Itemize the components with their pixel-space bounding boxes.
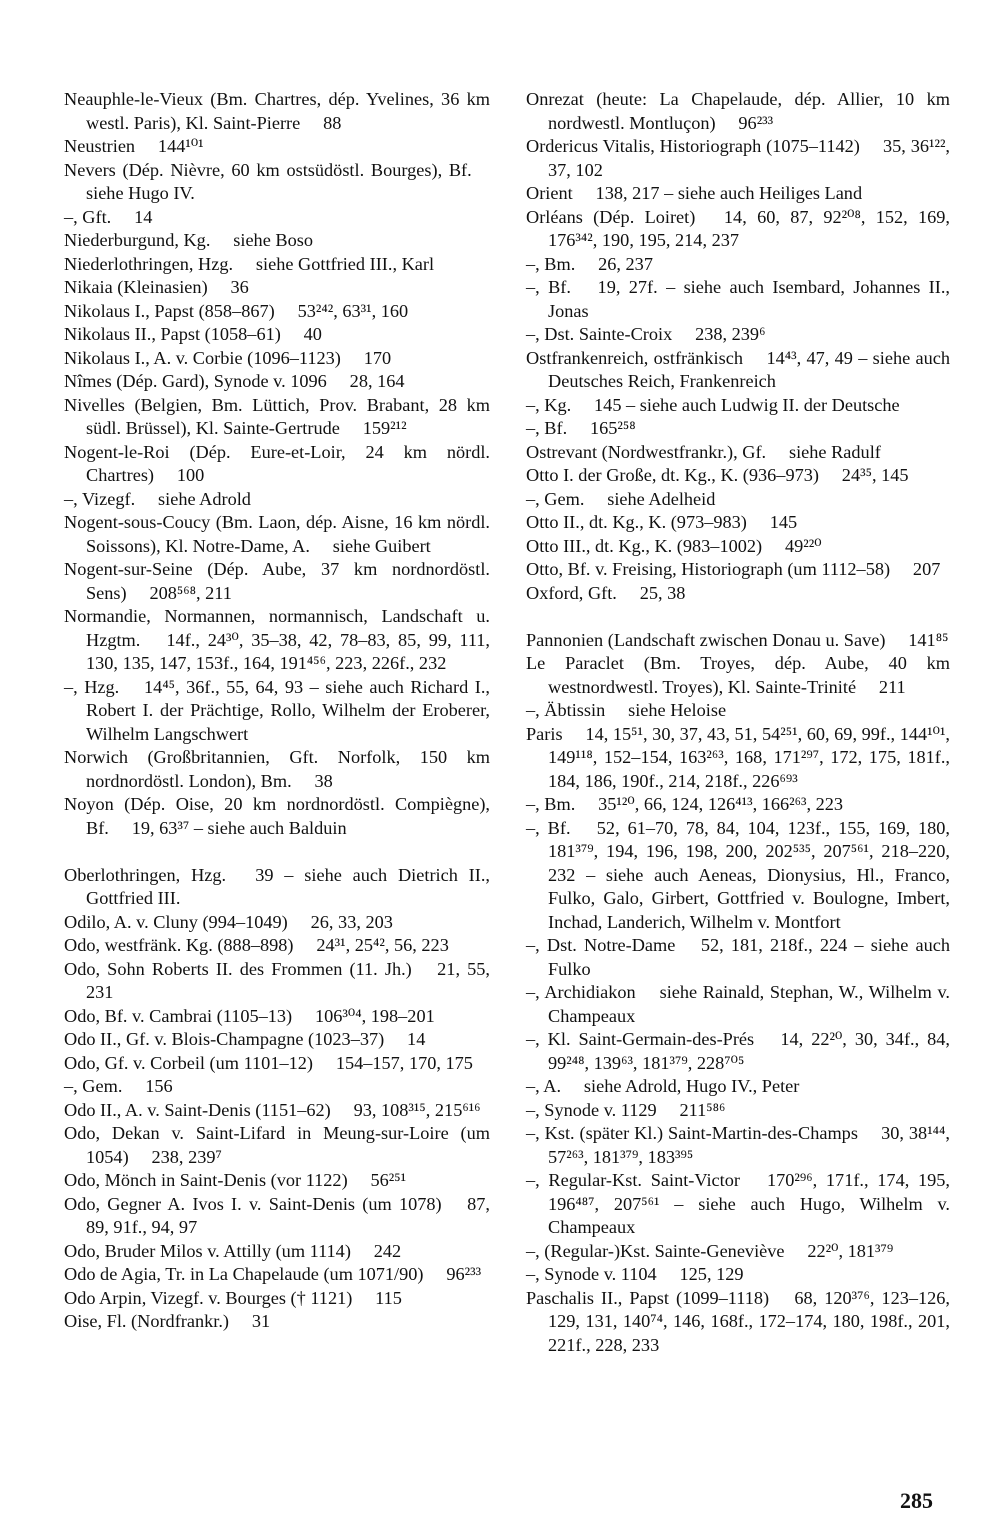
index-entry: –, Gem. 156 xyxy=(64,1076,173,1096)
index-entry: –, Dst. Notre-Dame 52, 181, 218f., 224 – siehe auch Fulko xyxy=(526,935,950,979)
index-entry: Pannonien (Landschaft zwischen Donau u. Save) 141⁸⁵ xyxy=(526,629,949,650)
index-entry: Nikolaus II., Papst (1058–61) 40 xyxy=(64,324,322,344)
index-entry: –, Bf. 52, 61–70, 78, 84, 104, 123f., 155, 169, 180, 181³⁷⁹, 194, 196, 198, 200, 202⁵³⁵, 207⁵⁶¹, 218–220, 232 – siehe auch Aeneas, Dionysius, Hl., Franco, Fulko, Galo, Girbert, Gottfried v. Boulogne, Imbert, Inchad, Landerich, Wilhelm v. Montfort xyxy=(526,817,950,932)
index-entry: –, Regular-Kst. Saint-Victor 170²⁹⁶, 171f., 174, 195, 196⁴⁸⁷, 207⁵⁶¹ – siehe auch Hugo, Wilhelm v. Champeaux xyxy=(526,1170,950,1237)
index-entry: Orléans (Dép. Loiret) 14, 60, 87, 92²⁰⁸, 152, 169, 176³⁴², 190, 195, 214, 237 xyxy=(526,206,950,250)
index-entry: Oxford, Gft. 25, 38 xyxy=(526,582,686,603)
index-entry: Nivelles (Belgien, Bm. Lüttich, Prov. Brabant, 28 km südl. Brüssel), Kl. Sainte-Gertrude 159²¹² xyxy=(64,394,490,438)
index-entry: Neauphle-le-Vieux (Bm. Chartres, dép. Yvelines, 36 km westl. Paris), Kl. Saint-Pierre 88 xyxy=(64,89,490,133)
index-entry: Odo, Dekan v. Saint-Lifard in Meung-sur-Loire (um 1054) 238, 239⁷ xyxy=(64,1123,490,1167)
index-entry: –, Gem. siehe Adelheid xyxy=(526,488,716,509)
index-entry: Odo de Agia, Tr. in La Chapelaude (um 1071/90) 96²³³ xyxy=(64,1264,482,1284)
index-column-left xyxy=(64,88,490,1334)
index-entry: Ordericus Vitalis, Historiograph (1075–1142) 35, 36¹²², 37, 102 xyxy=(526,136,950,180)
index-entry: –, Dst. Sainte-Croix 238, 239⁶ xyxy=(526,324,766,344)
index-entry: Nîmes (Dép. Gard), Synode v. 1096 28, 164 xyxy=(64,371,405,391)
index-entry: –, Kg. 145 – siehe auch Ludwig II. der Deutsche xyxy=(526,394,900,415)
index-entry: Odo II., A. v. Saint-Denis (1151–62) 93, 108³¹⁵, 215⁶¹⁶ xyxy=(64,1099,481,1120)
index-entry: Odo, Mönch in Saint-Denis (vor 1122) 56²⁵¹ xyxy=(64,1170,407,1190)
index-entry: Odo Arpin, Vizegf. v. Bourges († 1121) 115 xyxy=(64,1287,402,1308)
index-entry: Otto III., dt. Kg., K. (983–1002) 49²²⁰ xyxy=(526,535,822,556)
index-entry: –, Kst. (später Kl.) Saint-Martin-des-Champs 30, 38¹⁴⁴, 57²⁶³, 181³⁷⁹, 183³⁹⁵ xyxy=(526,1123,950,1167)
index-entry: –, Synode v. 1104 125, 129 xyxy=(526,1264,744,1284)
index-entry: Nikolaus I., Papst (858–867) 53²⁴², 63³¹, 160 xyxy=(64,300,409,321)
index-entry: Odo, westfränk. Kg. (888–898) 24³¹, 25⁴², 56, 223 xyxy=(64,935,449,955)
index-entry: –, Bf. 165²⁵⁸ xyxy=(526,418,636,438)
section-gap xyxy=(64,840,490,864)
index-entry: Normandie, Normannen, normannisch, Landschaft u. Hzgtm. 14f., 24³⁰, 35–38, 42, 78–83, 85, 99, 111, 130, 135, 147, 153f., 164, 191⁴⁵⁶, 223, 226f., 232 xyxy=(64,606,490,673)
index-entry: Odo, Sohn Roberts II. des Frommen (11. Jh.) 21, 55, 231 xyxy=(64,958,490,1002)
index-entry: Otto, Bf. v. Freising, Historiograph (um 1112–58) 207 xyxy=(526,559,941,579)
index-entry: –, Vizegf. siehe Adrold xyxy=(64,488,251,509)
index-entry: Niederlothringen, Hzg. siehe Gottfried III., Karl xyxy=(64,253,435,274)
index-entry: Oise, Fl. (Nordfrankr.) 31 xyxy=(64,1311,271,1331)
index-entry: Ostrevant (Nordwestfrankr.), Gf. siehe Radulf xyxy=(526,441,881,462)
index-entry: Norwich (Großbritannien, Gft. Norfolk, 150 km nordnordöstl. London), Bm. 38 xyxy=(64,747,490,791)
index-entry: –, Äbtissin siehe Heloise xyxy=(526,700,727,720)
index-entry: Odo II., Gf. v. Blois-Champagne (1023–37) 14 xyxy=(64,1029,426,1049)
index-entry: –, A. siehe Adrold, Hugo IV., Peter xyxy=(526,1076,800,1096)
index-entry: Neustrien 144¹⁰¹ xyxy=(64,136,204,156)
index-entry: Paris 14, 15⁵¹, 30, 37, 43, 51, 54²⁵¹, 60, 69, 99f., 144¹⁰¹, 149¹¹⁸, 152–154, 163²⁶³, 168, 171²⁹⁷, 172, 175, 181f., 184, 186, 190f., 214, 218f., 226⁶⁹³ xyxy=(526,723,950,791)
index-entry: Onrezat (heute: La Chapelaude, dép. Allier, 10 km nordwestl. Montluçon) 96²³³ xyxy=(526,89,950,133)
index-entry: Ostfrankenreich, ostfränkisch 14⁴³, 47, 49 – siehe auch Deutsches Reich, Frankenreich xyxy=(526,347,950,391)
section-gap xyxy=(526,605,950,629)
index-entry: Oberlothringen, Hzg. 39 – siehe auch Dietrich II., Gottfried III. xyxy=(64,864,490,908)
index-entry: –, Bm. 35¹²⁰, 66, 124, 126⁴¹³, 166²⁶³, 223 xyxy=(526,794,844,814)
index-entry: Nikolaus I., A. v. Corbie (1096–1123) 170 xyxy=(64,347,392,368)
index-entry: Le Paraclet (Bm. Troyes, dép. Aube, 40 km westnordwestl. Troyes), Kl. Sainte-Trinité 211 xyxy=(526,653,950,697)
index-entry: Nikaia (Kleinasien) 36 xyxy=(64,277,249,297)
index-entry: –, Synode v. 1129 211⁵⁸⁶ xyxy=(526,1099,726,1120)
index-entry: –, Bm. 26, 237 xyxy=(526,253,653,274)
page-number: 285 xyxy=(900,1488,933,1513)
index-entry: –, Gft. 14 xyxy=(64,206,153,227)
index-entry: –, Kl. Saint-Germain-des-Prés 14, 22²⁰, 30, 34f., 84, 99²⁴⁸, 139⁶³, 181³⁷⁹, 228⁷⁰⁵ xyxy=(526,1029,950,1073)
index-entry: Odo, Bruder Milos v. Attilly (um 1114) 242 xyxy=(64,1240,402,1261)
index-entry: Otto I. der Große, dt. Kg., K. (936–973) 24³⁵, 145 xyxy=(526,465,909,485)
index-entry: Noyon (Dép. Oise, 20 km nordnordöstl. Compiègne), Bf. 19, 63³⁷ – siehe auch Balduin xyxy=(64,794,490,838)
index-entry: Niederburgund, Kg. siehe Boso xyxy=(64,230,313,250)
index-entry: Otto II., dt. Kg., K. (973–983) 145 xyxy=(526,512,798,532)
index-entry: –, Bf. 19, 27f. – siehe auch Isembard, Johannes II., Jonas xyxy=(526,277,950,321)
index-entry: –, Archidiakon siehe Rainald, Stephan, W., Wilhelm v. Champeaux xyxy=(526,982,950,1026)
index-entry: Odo, Gegner A. Ivos I. v. Saint-Denis (um 1078) 87, 89, 91f., 94, 97 xyxy=(64,1193,490,1237)
index-entry: –, Hzg. 14⁴⁵, 36f., 55, 64, 93 – siehe auch Richard I., Robert I. der Prächtige, Rollo, Wilhelm der Eroberer, Wilhelm Langschwert xyxy=(64,676,490,744)
index-entry: Nogent-le-Roi (Dép. Eure-et-Loir, 24 km nördl. Chartres) 100 xyxy=(64,441,490,485)
index-entry: Orient 138, 217 – siehe auch Heiliges Land xyxy=(526,183,863,203)
index-entry: Odo, Bf. v. Cambrai (1105–13) 106³⁰⁴, 198–201 xyxy=(64,1005,435,1026)
index-entry: Nevers (Dép. Nièvre, 60 km ostsüdöstl. Bourges), Bf. siehe Hugo IV. xyxy=(64,159,490,203)
index-entry: –, (Regular-)Kst. Sainte-Geneviève 22²⁰, 181³⁷⁹ xyxy=(526,1240,894,1261)
index-entry: Nogent-sur-Seine (Dép. Aube, 37 km nordnordöstl. Sens) 208⁵⁶⁸, 211 xyxy=(64,559,490,603)
index-entry: Odilo, A. v. Cluny (994–1049) 26, 33, 203 xyxy=(64,911,393,932)
index-entry: Paschalis II., Papst (1099–1118) 68, 120³⁷⁶, 123–126, 129, 131, 140⁷⁴, 146, 168f., 172–174, 180, 198f., 201, 221f., 228, 233 xyxy=(526,1287,950,1355)
index-column-right xyxy=(526,88,950,1357)
index-entry: Odo, Gf. v. Corbeil (um 1101–12) 154–157, 170, 175 xyxy=(64,1052,473,1073)
index-entry: Nogent-sous-Coucy (Bm. Laon, dép. Aisne, 16 km nördl. Soissons), Kl. Notre-Dame, A. siehe Guibert xyxy=(64,512,490,556)
